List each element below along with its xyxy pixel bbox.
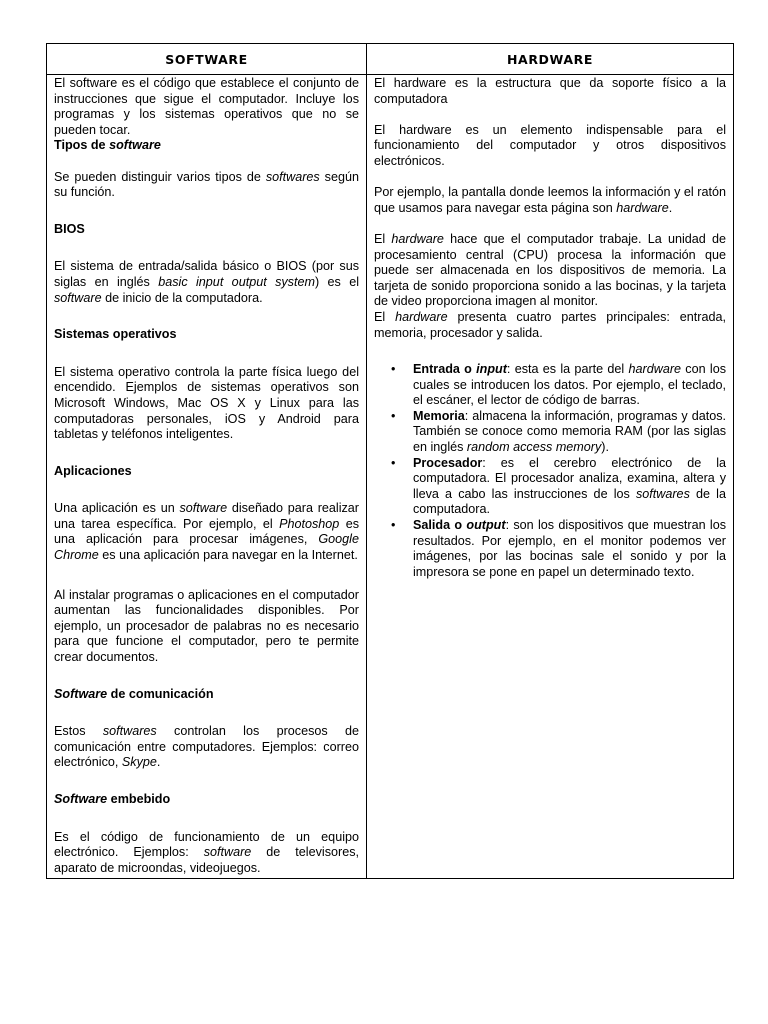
- apps-text-e: es una aplicación para procesar imágenes,: [54, 516, 359, 547]
- so-text: El sistema operativo controla la parte física luego del encendido. Ejemplos de sistemas operativos son Microsoft Windows, Mac OS X y Linux para las computadoras personales, iOS y Android para tabletas y teléfonos inteligentes.: [54, 364, 359, 442]
- emb-text-b: software: [203, 845, 252, 860]
- hardware-p4-a: El: [374, 231, 392, 246]
- emb-text: [54, 830, 359, 877]
- memoria-text-a: : almacena la información, programas y datos. También se conoce como memoria RAM (por las siglas en inglés: [413, 408, 726, 455]
- emb-text-a: Es el código de funcionamiento de un equipo electrónico. Ejemplos:: [54, 829, 359, 860]
- hardware-p3-c: .: [668, 200, 673, 215]
- hardware-p5-c: presenta cuatro partes principales: entrada, memoria, procesador y salida.: [374, 309, 726, 340]
- tipos-heading: [54, 138, 359, 154]
- hardware-p4-b: hardware: [391, 231, 444, 246]
- hardware-parts-list: [374, 362, 726, 580]
- list-item-entrada: [374, 362, 726, 409]
- bios-text-d: software: [54, 290, 102, 305]
- com-heading-text: de comunicación: [107, 686, 214, 701]
- procesador-text-b: softwares: [635, 486, 690, 501]
- com-text-e: .: [156, 755, 161, 770]
- salida-label-italic: output: [466, 518, 506, 533]
- salida-label: Salida o: [413, 518, 467, 533]
- bios-text-b: basic input output system: [158, 274, 315, 289]
- tipos-text-a: Se pueden distinguir varios tipos de: [54, 169, 266, 184]
- tipos-heading-italic: software: [109, 138, 161, 153]
- procesador-label: Procesador: [413, 455, 483, 470]
- apps-text-f: Google Chrome: [54, 532, 359, 563]
- list-item-procesador: [374, 456, 726, 518]
- hardware-p5-b: hardware: [395, 309, 448, 324]
- emb-heading-italic: Software: [54, 792, 108, 806]
- apps-text-a: Una aplicación es un: [54, 501, 180, 516]
- hardware-p3-a: Por ejemplo, la pantalla donde leemos la información y el ratón que usamos para navegar esta página son: [374, 185, 726, 215]
- content-row: [47, 75, 734, 879]
- apps-text-c: diseñado para realizar una tarea específica. Por ejemplo, el: [54, 501, 359, 531]
- hardware-p2: El hardware es un elemento indispensable para el funcionamiento del computador y otros dispositivos electrónicos.: [374, 122, 726, 168]
- apps-text-b: software: [179, 501, 228, 516]
- install-text: Al instalar programas o aplicaciones en el computador aumentan las funcionalidades disponibles. Por ejemplo, un procesador de palabras no es necesario para que funcione el computador, pero te permite crear documentos.: [54, 587, 359, 665]
- salida-text: : son los dispositivos que muestran los resultados. Por ejemplo, en el monitor podemos ver imágenes, por las bocinas sale el sonido y por la impresora se pone en papel un determinado texto.: [413, 518, 726, 579]
- hardware-header: HARDWARE: [367, 44, 734, 75]
- bios-text: [54, 259, 359, 306]
- software-intro: El software es el código que establece el conjunto de instrucciones que sigue el computador. Incluye los programas y los sistemas operativos que no se pueden tocar.: [54, 76, 359, 137]
- hardware-p5-a: El: [374, 309, 396, 324]
- com-text-c: controlan los procesos de comunicación entre computadores. Ejemplos: correo electrónico,: [54, 724, 359, 770]
- entrada-label-italic: input: [476, 362, 507, 377]
- tipos-text-c: según su función.: [54, 169, 359, 200]
- apps-text: [54, 501, 359, 563]
- hardware-p5: [374, 310, 726, 341]
- hardware-p3: [374, 185, 726, 216]
- hardware-cell: [367, 75, 734, 879]
- procesador-text-a: : es el cerebro electrónico de la computadora. El procesador analiza, examina, altera y lleva a cabo las instrucciones de los: [413, 455, 726, 501]
- comparison-table: [46, 43, 734, 879]
- memoria-label: Memoria: [413, 408, 465, 423]
- com-text-a: Estos: [54, 724, 103, 739]
- com-heading: [54, 687, 359, 703]
- hardware-p4: [374, 232, 726, 310]
- hardware-p4-c: hace que el computador trabaje. La unidad de procesamiento central (CPU) procesa la información que puede ser almacenada en los dispositivos de memoria. La tarjeta de sonido proporciona sonido a las bocinas, y la tarjeta de video proporciona imagen al monitor.: [374, 231, 726, 309]
- entrada-text-a: : esta es la parte del: [506, 362, 629, 377]
- hardware-p3-b: hardware: [616, 200, 669, 215]
- memoria-text-c: ).: [601, 440, 609, 455]
- tipos-text: [54, 170, 359, 201]
- com-text-b: softwares: [102, 724, 157, 739]
- software-header: SOFTWARE: [47, 44, 367, 75]
- list-item-salida: [374, 518, 726, 580]
- entrada-text-b: hardware: [628, 362, 682, 377]
- bios-text-c: ) es el: [314, 274, 360, 289]
- entrada-label: Entrada o: [413, 362, 477, 377]
- com-text-d: Skype: [121, 755, 157, 770]
- com-heading-italic: Software: [54, 686, 108, 701]
- list-item-memoria: [374, 409, 726, 456]
- emb-heading-text: embebido: [107, 792, 171, 806]
- apps-text-d: Photoshop: [279, 516, 340, 531]
- apps-heading: Aplicaciones: [54, 463, 132, 478]
- bios-text-a: El sistema de entrada/salida básico o BIOS (por sus siglas en inglés: [54, 259, 359, 289]
- entrada-text-c: con los cuales se introducen los datos. Por ejemplo, el teclado, el escáner, el lector de código de barras.: [413, 362, 726, 408]
- bios-text-e: de inicio de la computadora.: [101, 290, 263, 305]
- tipos-heading-text: Tipos de: [54, 138, 110, 153]
- apps-text-g: es una aplicación para navegar en la Internet.: [98, 548, 358, 563]
- memoria-text-b: random access memory: [466, 440, 602, 455]
- com-text: [54, 724, 359, 771]
- emb-heading: [54, 792, 359, 808]
- hardware-p1: El hardware es la estructura que da soporte físico a la computadora: [374, 76, 726, 106]
- tipos-text-b: softwares: [265, 169, 320, 184]
- emb-text-c: de televisores, aparato de microondas, videojuegos.: [54, 845, 359, 875]
- procesador-text-c: de la computadora.: [413, 486, 726, 517]
- software-cell: [47, 75, 367, 879]
- bios-heading: BIOS: [54, 221, 85, 236]
- so-heading: Sistemas operativos: [54, 327, 177, 342]
- header-row: [47, 44, 734, 75]
